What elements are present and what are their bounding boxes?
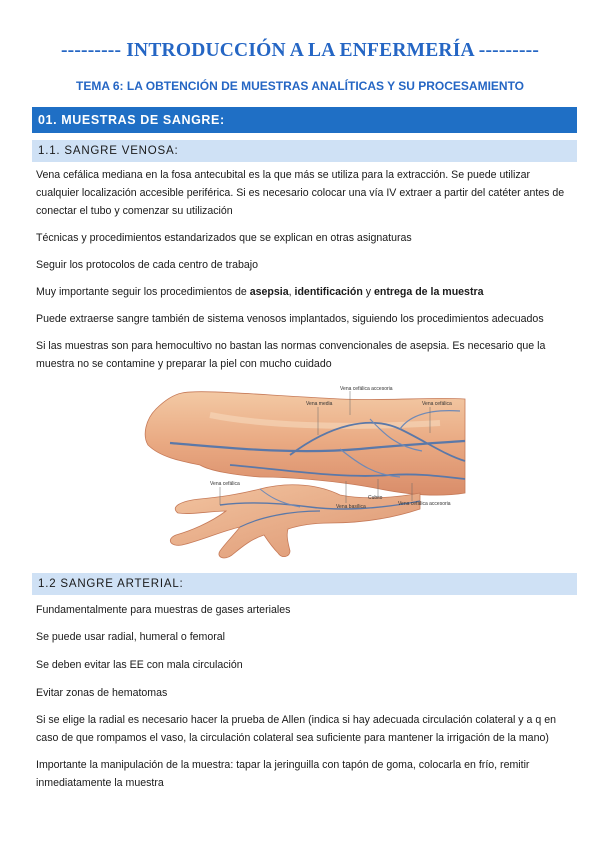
- label-vena-media: Vena media: [306, 401, 333, 407]
- paragraph-asepsia: [36, 283, 576, 301]
- subsection-heading-sangre-venosa: 1.1. SANGRE VENOSA:: [32, 140, 577, 162]
- label-vena-cefalica-accesoria-bottom: Vena cefálica accesoria: [398, 501, 451, 507]
- text-run: ,: [288, 286, 295, 298]
- label-vena-cefalica: Vena cefálica: [422, 401, 452, 407]
- arm-veins-illustration: [140, 385, 470, 561]
- emphasis-entrega: entrega de la muestra: [373, 286, 484, 298]
- text-run: y: [362, 286, 374, 298]
- topic-subtitle: TEMA 6: LA OBTENCIÓN DE MUESTRAS ANALÍTICAS Y SU PROCESAMIENTO: [75, 79, 525, 93]
- paragraph-hemocultivo: Si las muestras son para hemocultivo no bastan las normas convencionales de asepsia. Es necesario que la muestra no se contamine y preparar la piel con mucho cuidado: [36, 340, 546, 370]
- paragraph-hematomas: Evitar zonas de hematomas: [36, 687, 168, 699]
- hand-shape: [170, 485, 420, 558]
- emphasis-identificacion: identificación: [294, 286, 363, 298]
- subsection-heading-sangre-arterial: 1.2 SANGRE ARTERIAL:: [32, 573, 577, 595]
- document-title: --------- INTRODUCCIÓN A LA ENFERMERÍA ---------: [60, 40, 540, 61]
- paragraph-prueba-allen: Si se elige la radial es necesario hacer la prueba de Allen (indica si hay adecuada circulación colateral y a q en caso de que rompamos el vaso, la circulación colateral sea suficiente para mantener la irrigación de la mano): [36, 714, 556, 744]
- paragraph-radial-humeral: Se puede usar radial, humeral o femoral: [36, 631, 226, 643]
- paragraph-sistemas-implantados: Puede extraerse sangre también de sistema venosos implantados, siguiendo los procedimientos adecuados: [36, 313, 544, 325]
- paragraph-vena-cefalica: Vena cefálica mediana en la fosa antecubital es la que más se utiliza para la extracción. Se puede utilizar cualquier localización accesible periférica. Si es necesario colocar una vía IV extraer a partir del catéter antes de conectar el tubo y comenzar su utilización: [36, 169, 565, 217]
- label-vena-cefalica-hand: Vena cefálica: [210, 481, 240, 487]
- label-vena-basilica: Vena basílica: [336, 504, 366, 510]
- paragraph-evitar-ee: Se deben evitar las EE con mala circulación: [36, 659, 243, 671]
- emphasis-asepsia: asepsia: [249, 286, 289, 298]
- label-cubito: Cubito: [368, 495, 383, 501]
- paragraph-tecnicas: Técnicas y procedimientos estandarizados que se explican en otras asignaturas: [36, 232, 412, 244]
- paragraph-manipulacion-muestra: Importante la manipulación de la muestra: tapar la jeringuilla con tapón de goma, colocarla en frío, remitir inmediatamente la muestra: [36, 759, 530, 789]
- paragraph-protocolos: Seguir los protocolos de cada centro de trabajo: [36, 259, 259, 271]
- label-vena-cefalica-accesoria-top: Vena cefálica accesoria: [340, 386, 393, 392]
- section-heading-muestras-sangre: 01. MUESTRAS DE SANGRE:: [32, 107, 577, 133]
- text-run: Muy importante seguir los procedimientos de: [36, 286, 250, 298]
- arm-veins-svg: [140, 385, 470, 561]
- paragraph-gases-arteriales: Fundamentalmente para muestras de gases arteriales: [36, 604, 291, 616]
